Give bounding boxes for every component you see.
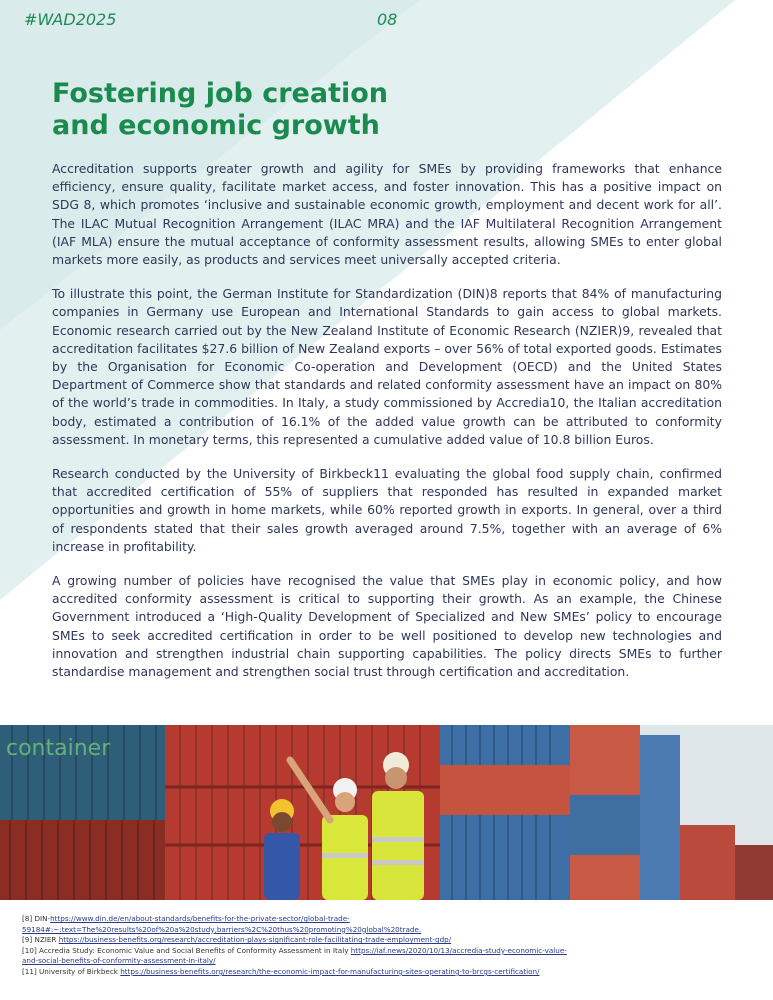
footnote-11-link[interactable]: https://business-benefits.org/research/the-economic-impact-for-manufacturing-sites-operating-to-brcgs-certification/ <box>120 966 540 976</box>
body-text <box>52 160 722 697</box>
paragraph-4: A growing number of policies have recognised the value that SMEs play in economic policy, and how accredited conformity assessment is critical to supporting their growth. As an example, the Chinese Government introduced a ‘High-Quality Development of Specialized and New SMEs’ policy to encourage SMEs to seek accredited certification in order to be well positioned to develop new technologies and innovation and strengthen industrial chain supporting capabilities. The policy directs SMEs to further standardise management and strengthen social trust through certification and accreditation. <box>52 573 722 680</box>
footnote-8-link-cont[interactable]: 59184#:~:text=The%20results%20of%20a%20study,barriers%2C%20thus%20promoting%20global%20trade. <box>22 924 422 934</box>
footnote-10-label: [10] Accredia Study: Economic Value and Social Benefits of Conformity Assessment in Italy <box>22 945 351 955</box>
hashtag-header: #WAD2025 <box>24 10 117 29</box>
footnote-11-label: [11] University of Birkbeck <box>22 966 121 976</box>
footnote-10-link[interactable]: https://iaf.news/2020/10/13/accredia-study-economic-value- <box>350 945 567 955</box>
footnote-9 <box>22 935 762 946</box>
footnote-10-link-cont[interactable]: and-social-benefits-of-conformity-assessment-in-italy/ <box>22 956 216 966</box>
footnote-8 <box>22 914 762 935</box>
paragraph-1: Accreditation supports greater growth and agility for SMEs by providing frameworks that enhance efficiency, ensure quality, facilitate market access, and foster innovation. This has a positive impact on SDG 8, which promotes ‘inclusive and sustainable economic growth, employment and decent work for all’. The ILAC Mutual Recognition Arrangement (ILAC MRA) and the IAF Multilateral Recognition Arrangement (IAF MLA) ensure the mutual acceptance of conformity assessment results, allowing SMEs to enter global markets more easily, as products and services meet universally accepted criteria. <box>52 161 722 268</box>
title-line-2: and economic growth <box>52 110 380 141</box>
page-title <box>52 78 388 142</box>
footnote-8-link[interactable]: https://www.din.de/en/about-standards/benefits-for-the-private-sector/global-trade- <box>50 914 350 923</box>
footnote-11 <box>22 967 762 978</box>
footnote-9-link[interactable]: https://business-benefits.org/research/accreditation-plays-significant-role-facilitating-trade-employment-gdp/ <box>58 935 452 945</box>
paragraph-2: To illustrate this point, the German Institute for Standardization (DIN)8 reports that 84% of manufacturing companies in Germany use European and International Standards to gain access to global markets. Economic research carried out by the New Zealand Institute of Economic Research (NZIER)9, revealed that accreditation facilitates $27.6 billion of New Zealand exports – over 56% of total exported goods. Estimates by the Organisation for Economic Co-operation and Development (OECD) and the United States Department of Commerce show that standards and related conformity assessment have an impact on 80% of the world’s trade in commodities. In Italy, a study commissioned by Accredia10, the Italian accreditation body, estimated a contribution of 16.1% of the added value growth can be attributed to conformity assessment. In monetary terms, this represented a cumulative added value of 10.8 billion Euros. <box>52 286 722 447</box>
container-text: container <box>6 736 111 761</box>
page-number: 08 <box>377 10 398 29</box>
footnote-9-label: [9] NZIER <box>22 935 59 945</box>
footnote-10 <box>22 946 762 967</box>
footnote-8-label: [8] DIN- <box>22 914 51 923</box>
paragraph-3: Research conducted by the University of Birkbeck11 evaluating the global food supply chain, confirmed that accredited certification of 55% of suppliers that responded has resulted in expanded market opportunities and growth in home markets, while 60% reported growth in exports. In general, over a third of respondents stated that their sales growth averaged around 7.5%, together with an average of 6% increase in profitability. <box>52 466 722 554</box>
shipping-yard-photo <box>0 725 773 900</box>
title-line-1: Fostering job creation <box>52 78 389 109</box>
footnotes <box>22 914 762 978</box>
